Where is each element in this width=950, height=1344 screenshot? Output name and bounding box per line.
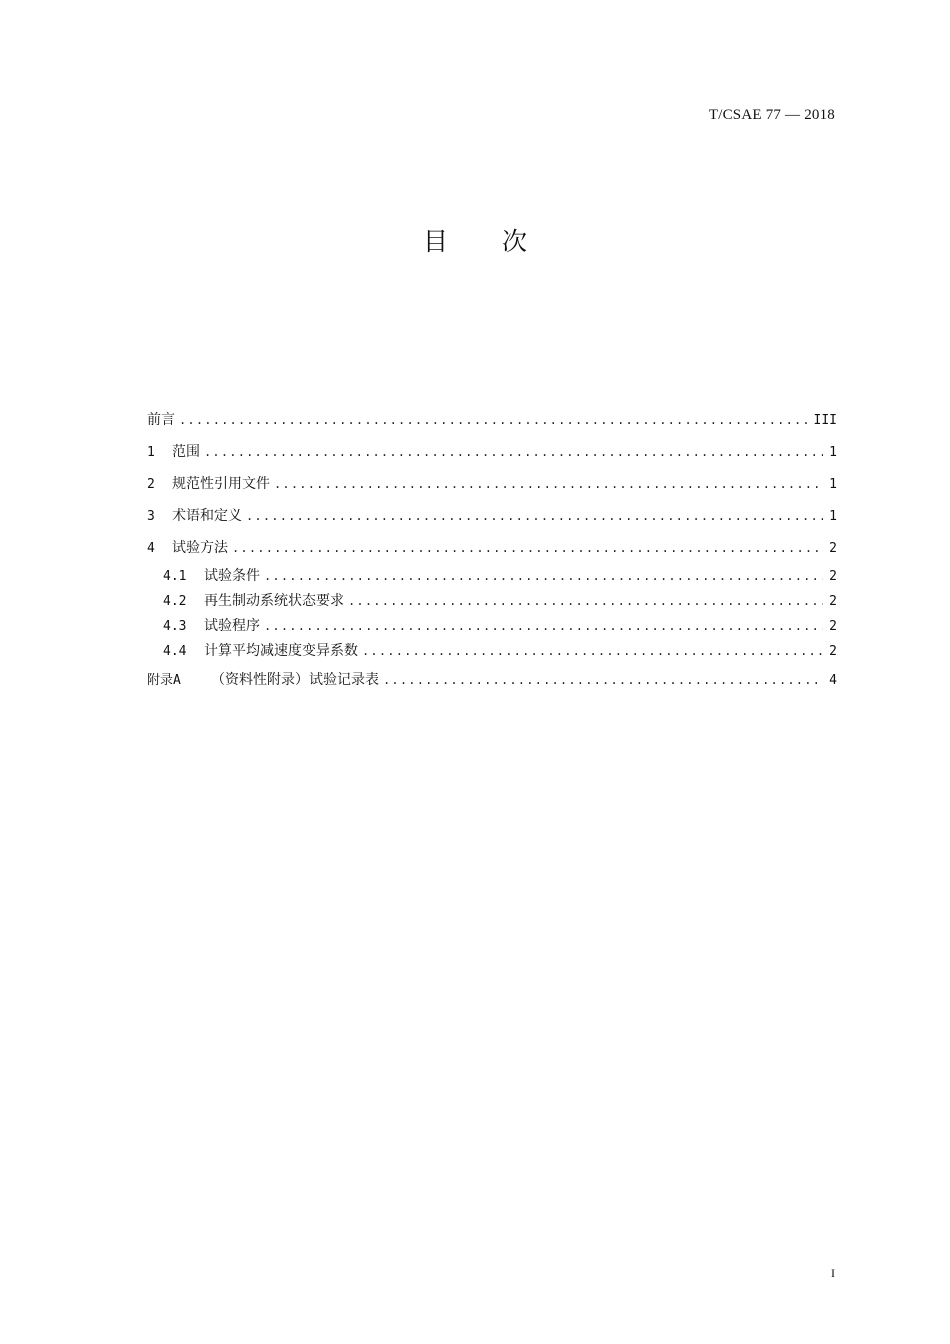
toc-entry-test-method[interactable] (147, 532, 837, 564)
toc-label: 术语和定义 (172, 508, 242, 524)
toc-label: 试验条件 (204, 568, 260, 584)
toc-page: 4 (829, 673, 837, 688)
toc-page: 2 (829, 619, 837, 634)
toc-number: 4.2 (163, 594, 187, 609)
title-char-1: 目 (422, 227, 448, 256)
toc-entry-regen-brake-requirements[interactable] (147, 589, 837, 614)
toc-number: 2 (147, 477, 155, 492)
toc-entry-test-procedure[interactable] (147, 614, 837, 639)
toc-page: 2 (829, 594, 837, 609)
title-char-2: 次 (502, 227, 528, 256)
toc-leader (362, 639, 823, 664)
toc-label: 试验方法 (172, 540, 228, 556)
toc-page: 1 (829, 477, 837, 492)
toc-label: 规范性引用文件 (172, 476, 270, 492)
toc-leader (264, 614, 823, 639)
toc-leader (179, 404, 810, 436)
toc-entry-deceleration-variation[interactable] (147, 639, 837, 664)
toc-page: 1 (829, 509, 837, 524)
toc-label: （资料性附录）试验记录表 (211, 672, 379, 688)
toc-leader (348, 589, 823, 614)
table-of-contents (147, 404, 837, 696)
toc-number: 附录A (147, 673, 181, 688)
toc-leader (246, 500, 823, 532)
toc-entry-appendix-a[interactable] (147, 664, 837, 696)
toc-leader (264, 564, 823, 589)
toc-entry-normative-references[interactable] (147, 468, 837, 500)
toc-label: 试验程序 (204, 618, 260, 634)
toc-page: III (813, 413, 837, 428)
toc-label: 计算平均减速度变异系数 (204, 643, 358, 659)
toc-page: 2 (829, 541, 837, 556)
toc-entry-scope[interactable] (147, 436, 837, 468)
toc-entry-foreword[interactable] (147, 404, 837, 436)
page-title (0, 222, 950, 258)
toc-label: 范围 (172, 444, 200, 460)
toc-number: 3 (147, 509, 155, 524)
page-number: I (831, 1266, 835, 1280)
toc-leader (274, 468, 823, 500)
toc-leader (383, 664, 823, 696)
toc-page: 1 (829, 445, 837, 460)
toc-number: 4 (147, 541, 155, 556)
toc-page: 2 (829, 644, 837, 659)
toc-entry-test-conditions[interactable] (147, 564, 837, 589)
toc-number: 4.3 (163, 619, 187, 634)
toc-leader (232, 532, 823, 564)
toc-page: 2 (829, 569, 837, 584)
toc-number: 4.4 (163, 644, 187, 659)
document-code: T/CSAE 77 — 2018 (708, 107, 835, 123)
toc-number: 1 (147, 445, 155, 460)
toc-entry-terms-definitions[interactable] (147, 500, 837, 532)
toc-leader (204, 436, 823, 468)
toc-label: 前言 (147, 412, 175, 428)
toc-number: 4.1 (163, 569, 187, 584)
toc-label: 再生制动系统状态要求 (204, 593, 344, 609)
